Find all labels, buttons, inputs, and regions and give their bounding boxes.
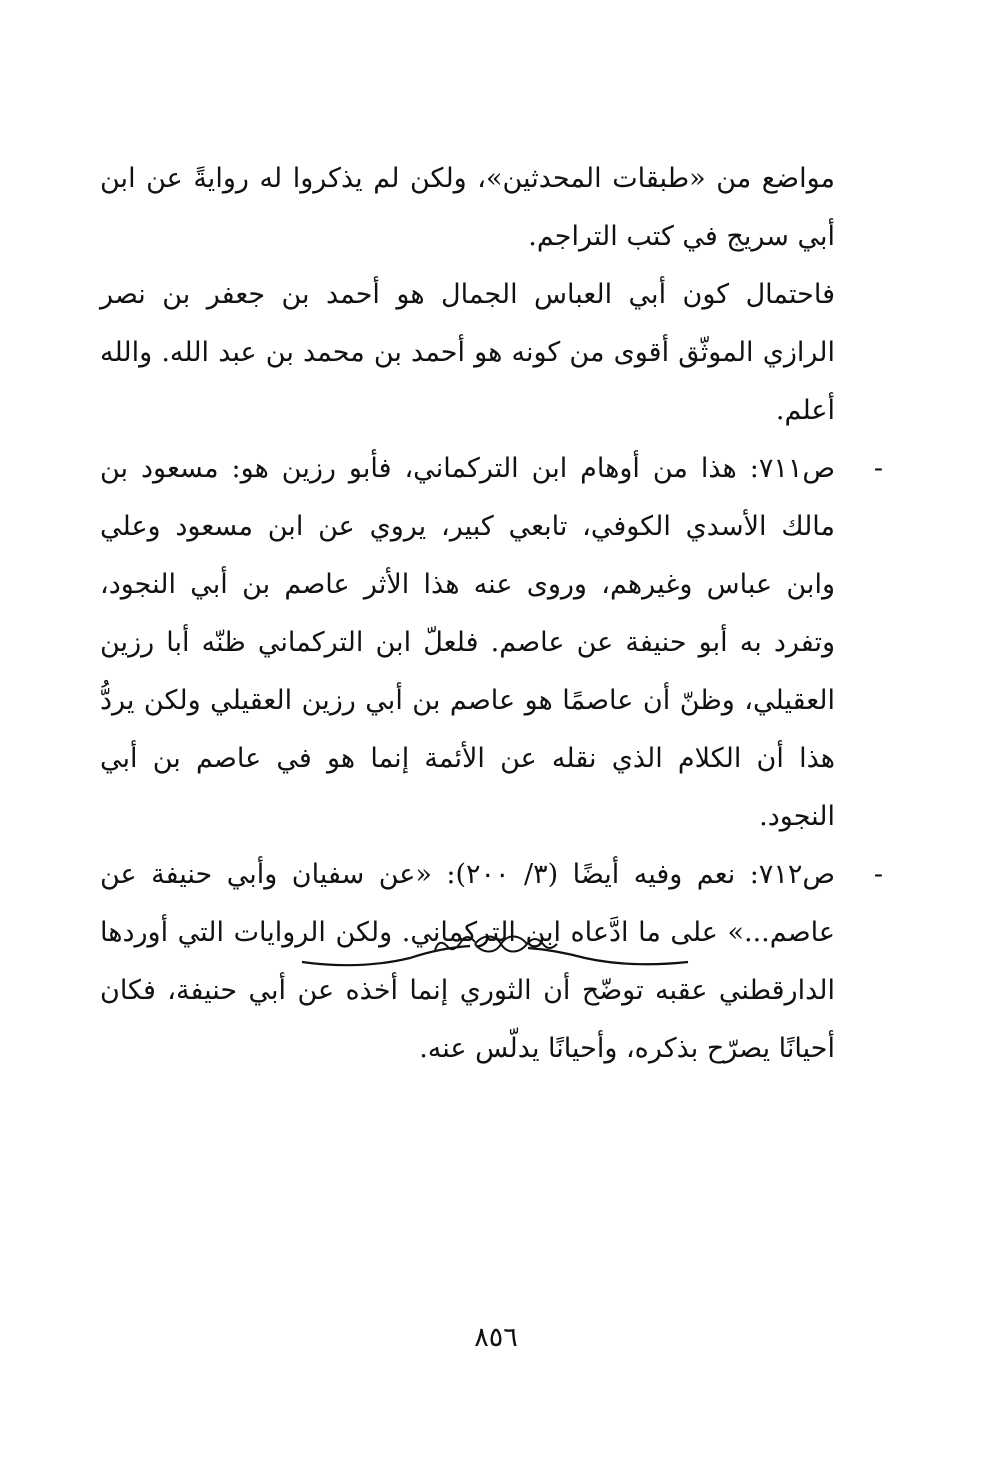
ornament-divider-icon xyxy=(300,928,690,978)
paragraph-1: مواضع من «طبقات المحدثين»، ولكن لم يذكروا له روايةً عن ابن أبي سريج في كتب التراجم. xyxy=(100,163,835,252)
page-number: ٨٥٦ xyxy=(474,1322,518,1353)
note-text-712: ص٧١٢: نعم وفيه أيضًا (٣/ ٢٠٠): «عن سفيان وأبي حنيفة عن عاصم...» على ما ادَّعاه ابن التركماني. ولكن الروايات التي أوردها الدارقطني عقبه توضّح أن الثوري إنما أخذه عن أبي حنيفة، فكان أحيانًا يصرّح بذكره، وأحيانًا يدلّس عنه. xyxy=(100,859,835,1064)
paragraph-2: فاحتمال كون أبي العباس الجمال هو أحمد بن جعفر بن نصر الرازي الموثّق أقوى من كونه هو أحمد بن محمد بن عبد الله. والله أعلم. xyxy=(100,279,835,426)
note-item-711 xyxy=(100,440,883,846)
note-text-711: ص٧١١: هذا من أوهام ابن التركماني، فأبو رزين هو: مسعود بن مالك الأسدي الكوفي، تابعي كبير، يروي عن ابن مسعود وعلي وابن عباس وغيرهم، وروى عنه هذا الأثر عاصم بن أبي النجود، وتفرد به أبو حنيفة عن عاصم. فلعلّ ابن التركماني ظنّه أبا رزين العقيلي، وظنّ أن عاصمًا هو عاصم بن أبي رزين العقيلي ولكن يردُّ هذا أن الكلام الذي نقله عن الأئمة إنما هو في عاصم بن أبي النجود. xyxy=(100,453,835,832)
list-dash-marker: - xyxy=(873,453,883,484)
list-dash-marker: - xyxy=(873,859,883,890)
